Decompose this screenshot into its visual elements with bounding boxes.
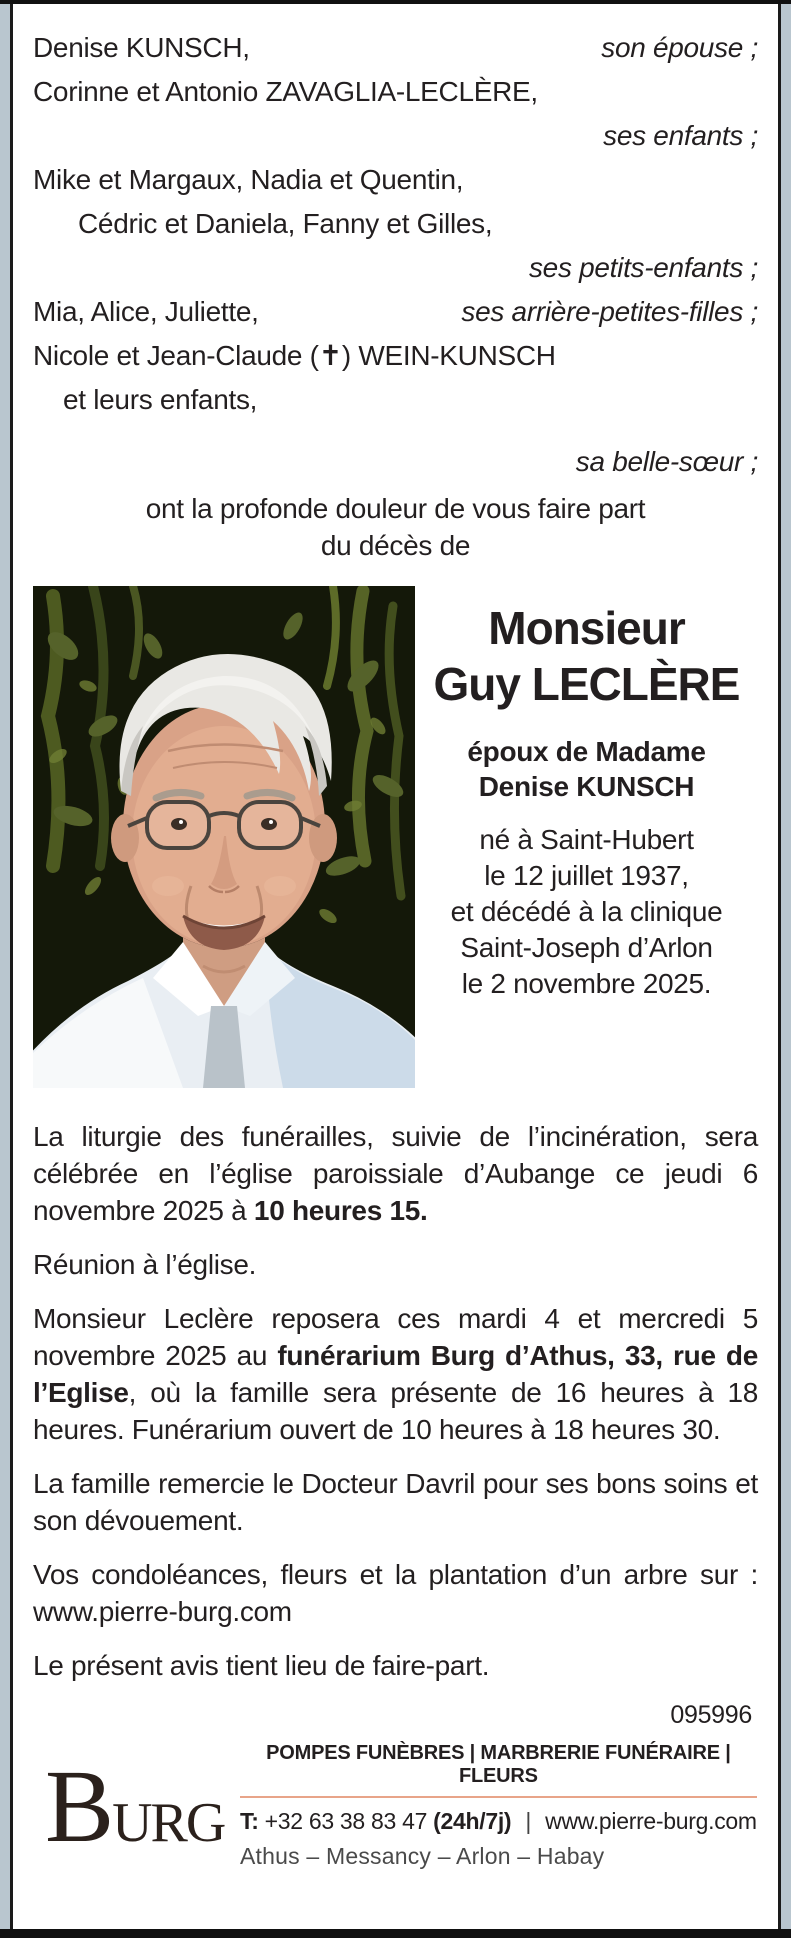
paragraph-reunion: Réunion à l’église. <box>33 1249 257 1280</box>
paragraph-text: Monsieur Leclère reposera ces mardi 4 et mercredi 5 novembre 2025 au <box>33 1303 758 1371</box>
funeral-home-footer <box>33 1738 758 1870</box>
ceremony-time: 10 heures 15. <box>253 1195 428 1226</box>
footer-contact-block <box>240 1738 761 1870</box>
footer-tagline: POMPES FUNÈBRES | MARBRERIE FUNÉRAIRE | FLEURS <box>266 1742 731 1787</box>
birth-death-info <box>451 822 723 1002</box>
hero-section <box>33 586 758 1088</box>
life-line: le 12 juillet 1937, <box>484 860 689 891</box>
family-block <box>33 30 758 480</box>
family-names: Denise KUNSCH, <box>33 32 250 63</box>
family-row <box>33 444 758 480</box>
portrait-photo <box>33 586 415 1088</box>
paragraph-text: La liturgie des funérailles, suivie de l’incinération, sera célébrée en l’église paroissiale d’Aubange ce jeudi 6 novembre 2025 à <box>33 1121 758 1226</box>
family-names: Cédric et Daniela, Fanny et Gilles, <box>78 208 493 239</box>
footer-phone-line <box>240 1808 757 1835</box>
funerarium-address: funérarium Burg d’Athus, 33, rue de l’Eglise <box>33 1340 758 1408</box>
family-row <box>33 382 758 418</box>
relation-label: ses arrière-petites-filles ; <box>461 296 758 327</box>
family-row <box>33 118 758 154</box>
announcement-line: du décès de <box>320 530 471 561</box>
family-names: Corinne et Antonio ZAVAGLIA-LECLÈRE, <box>33 76 538 107</box>
family-row <box>33 338 758 374</box>
relation-label: ses petits-enfants ; <box>528 252 758 283</box>
deceased-name: Guy LECLÈRE <box>433 658 740 710</box>
footer-divider <box>240 1796 757 1798</box>
family-row <box>33 30 758 66</box>
separator: | <box>525 1808 532 1834</box>
relation-label: sa belle-sœur ; <box>575 446 758 477</box>
ceremony-details <box>33 1118 758 1684</box>
paragraph-liturgie <box>33 1118 758 1229</box>
life-line: le 2 novembre 2025. <box>461 968 712 999</box>
announcement-line: ont la profonde douleur de vous faire part <box>145 493 646 524</box>
phone-hours: (24h/7j) <box>433 1808 512 1834</box>
family-names: Mia, Alice, Juliette, <box>33 296 259 327</box>
announcement-text <box>33 490 758 564</box>
paragraph-condoleances: Vos condoléances, fleurs et la plantation d’un arbre sur : www.pierre-burg.com <box>33 1559 758 1627</box>
life-line: Saint-Joseph d’Arlon <box>460 932 713 963</box>
burg-logo: BURG <box>45 1750 225 1864</box>
reference-number: 095996 <box>670 1701 752 1729</box>
family-names: et leurs enfants, <box>63 384 258 415</box>
paragraph-faire-part: Le présent avis tient lieu de faire-part. <box>33 1650 490 1681</box>
spouse-name: Denise KUNSCH <box>478 771 695 802</box>
life-line: et décédé à la clinique <box>450 896 723 927</box>
death-notice <box>10 4 781 1929</box>
phone-number: +32 63 38 83 47 <box>264 1808 428 1834</box>
bottom-border-bar <box>0 1929 791 1938</box>
family-row <box>33 162 758 198</box>
paragraph-text: , où la famille sera présente de 16 heures à 18 heures. Funérarium ouvert de 10 heures à 18 heures 30. <box>33 1377 758 1445</box>
paragraph-funerarium <box>33 1300 758 1448</box>
family-names: Nicole et Jean-Claude (✝) WEIN-KUNSCH <box>33 340 556 371</box>
deceased-identity <box>415 586 758 1088</box>
spouse-of <box>467 734 705 804</box>
family-row <box>33 206 758 242</box>
deceased-title <box>434 600 740 712</box>
life-line: né à Saint-Hubert <box>479 824 694 855</box>
relation-label: son épouse ; <box>601 32 758 63</box>
family-row <box>33 250 758 286</box>
spouse-line: époux de Madame <box>467 736 706 767</box>
family-names: Mike et Margaux, Nadia et Quentin, <box>33 164 464 195</box>
phone-label: T: <box>240 1808 259 1834</box>
deceased-title-word: Monsieur <box>488 602 685 654</box>
footer-cities: Athus – Messancy – Arlon – Habay <box>240 1843 605 1869</box>
website-url: www.pierre-burg.com <box>545 1808 757 1834</box>
family-row <box>33 74 758 110</box>
relation-label: ses enfants ; <box>603 120 758 151</box>
family-row <box>33 294 758 330</box>
paragraph-remerciement: La famille remercie le Docteur Davril pour ses bons soins et son dévouement. <box>33 1468 758 1536</box>
